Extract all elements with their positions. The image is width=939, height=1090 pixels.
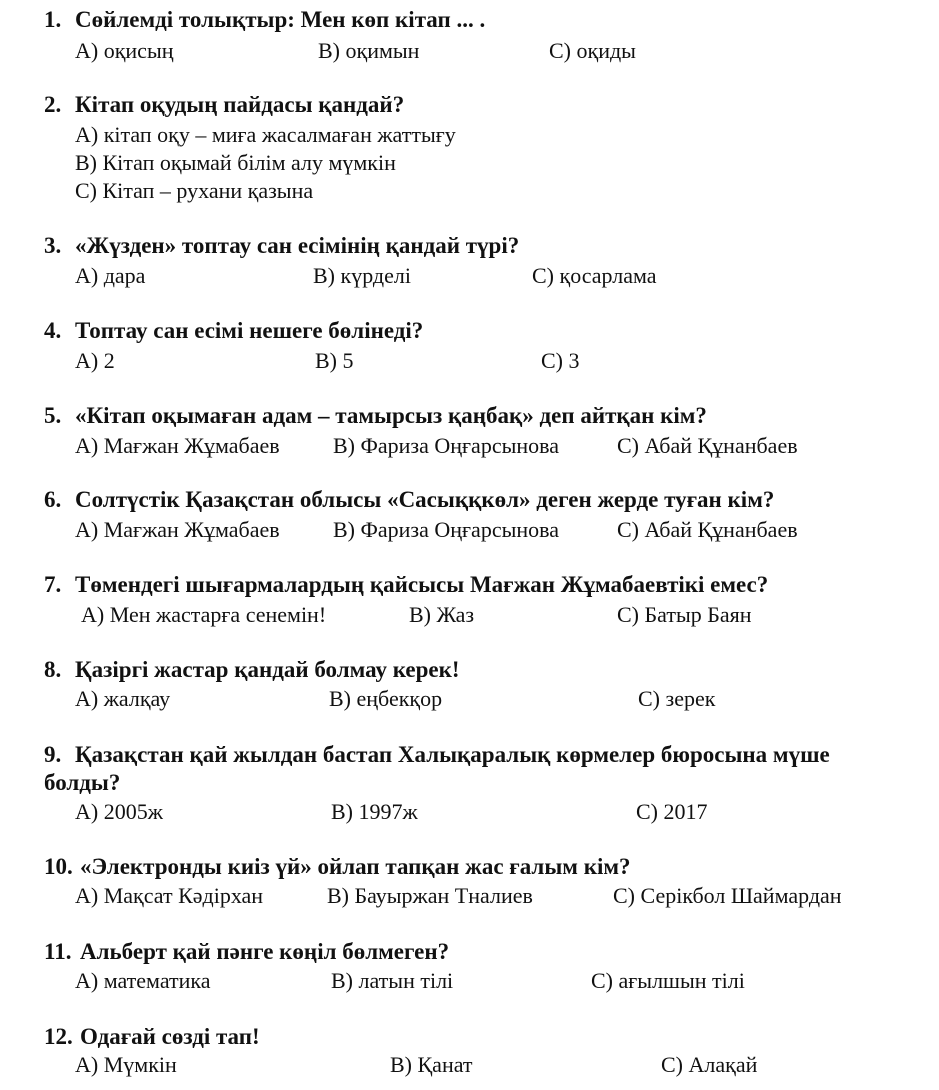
answer-option-c[interactable]: С) ағылшын тілі xyxy=(591,968,745,993)
question-text: Одағай сөзді тап! xyxy=(80,1024,260,1049)
answer-option-c[interactable]: С) Батыр Баян xyxy=(617,602,752,627)
question-text: Қазіргі жастар қандай болмау керек! xyxy=(75,657,460,682)
answer-option-a[interactable]: А) Мен жастарға сенемін! xyxy=(81,602,327,627)
answer-option-c[interactable]: С) зерек xyxy=(638,686,716,711)
question-number: 12. xyxy=(44,1024,73,1049)
answer-option-a[interactable]: А) Мағжан Жұмабаев xyxy=(75,433,280,458)
answer-option-a[interactable]: А) кітап оқу – миға жасалмаған жаттығу xyxy=(75,122,456,147)
answer-option-a[interactable]: А) 2005ж xyxy=(75,799,163,824)
answer-option-b[interactable]: В) Фариза Оңғарсынова xyxy=(333,433,560,458)
question-number: 5. xyxy=(44,403,62,428)
answer-option-b[interactable]: В) Кітап оқымай білім алу мүмкін xyxy=(75,150,396,175)
question-text: «Кітап оқымаған адам – тамырсыз қаңбақ» деп айтқан кім? xyxy=(75,403,707,428)
answer-option-b[interactable]: В) Бауыржан Тналиев xyxy=(327,883,533,908)
answer-option-c[interactable]: С) оқиды xyxy=(549,38,636,63)
question-number: 4. xyxy=(44,318,62,343)
question-text: Кітап оқудың пайдасы қандай? xyxy=(75,92,405,117)
question-number: 2. xyxy=(44,92,62,117)
answer-option-c[interactable]: С) Кітап – рухани қазына xyxy=(75,178,314,203)
question-number: 6. xyxy=(44,487,62,512)
question-text: «Электронды киіз үй» ойлап тапқан жас ғалым кім? xyxy=(80,854,631,879)
answer-option-b[interactable]: В) 5 xyxy=(315,348,354,373)
answer-option-c[interactable]: С) қосарлама xyxy=(532,263,657,288)
answer-option-c[interactable]: С) Алақай xyxy=(661,1052,758,1077)
question-text: Төмендегі шығармалардың қайсысы Мағжан Жұмабаевтікі емес? xyxy=(75,572,769,597)
answer-option-a[interactable]: А) Мүмкін xyxy=(75,1052,177,1077)
answer-option-c[interactable]: С) 2017 xyxy=(636,799,708,824)
answer-option-b[interactable]: В) латын тілі xyxy=(331,968,454,993)
question-text: «Жүзден» топтау сан есімінің қандай түрі? xyxy=(75,233,520,258)
answer-option-b[interactable]: В) 1997ж xyxy=(331,799,418,824)
question-number: 9. xyxy=(44,742,62,767)
answer-option-a[interactable]: А) Мақсат Кәдірхан xyxy=(75,883,264,908)
question-number: 7. xyxy=(44,572,62,597)
question-text: Солтүстік Қазақстан облысы «Сасыққкөл» деген жерде туған кім? xyxy=(75,487,775,512)
answer-option-a[interactable]: А) дара xyxy=(75,263,146,288)
answer-option-b[interactable]: В) Қанат xyxy=(390,1052,473,1077)
answer-option-c[interactable]: С) Серікбол Шаймардан xyxy=(613,883,842,908)
question-number: 10. xyxy=(44,854,73,879)
question-number: 8. xyxy=(44,657,62,682)
question-number: 1. xyxy=(44,7,62,32)
answer-option-b[interactable]: В) Фариза Оңғарсынова xyxy=(333,517,560,542)
answer-option-a[interactable]: А) оқисың xyxy=(75,38,174,63)
question-number: 11. xyxy=(44,939,72,964)
answer-option-a[interactable]: А) Мағжан Жұмабаев xyxy=(75,517,280,542)
question-text: Топтау сан есімі нешеге бөлінеді? xyxy=(75,318,424,343)
question-text: Сөйлемді толықтыр: Мен көп кітап ... . xyxy=(75,7,486,32)
answer-option-b[interactable]: В) күрделі xyxy=(313,263,411,288)
question-number: 3. xyxy=(44,233,62,258)
answer-option-a[interactable]: А) жалқау xyxy=(75,686,171,711)
answer-option-b[interactable]: В) еңбекқор xyxy=(329,686,443,711)
question-text: Альберт қай пәнге көңіл бөлмеген? xyxy=(80,939,450,964)
answer-option-b[interactable]: В) Жаз xyxy=(409,602,475,627)
answer-option-a[interactable]: А) математика xyxy=(75,968,211,993)
question-text: Қазақстан қай жылдан бастап Халықаралық көрмелер бюросына мүше болды? xyxy=(44,742,830,795)
answer-option-c[interactable]: С) Абай Құнанбаев xyxy=(617,517,798,542)
answer-option-b[interactable]: В) оқимын xyxy=(318,38,420,63)
answer-option-c[interactable]: С) 3 xyxy=(541,348,580,373)
answer-option-a[interactable]: А) 2 xyxy=(75,348,115,373)
answer-option-c[interactable]: С) Абай Құнанбаев xyxy=(617,433,798,458)
